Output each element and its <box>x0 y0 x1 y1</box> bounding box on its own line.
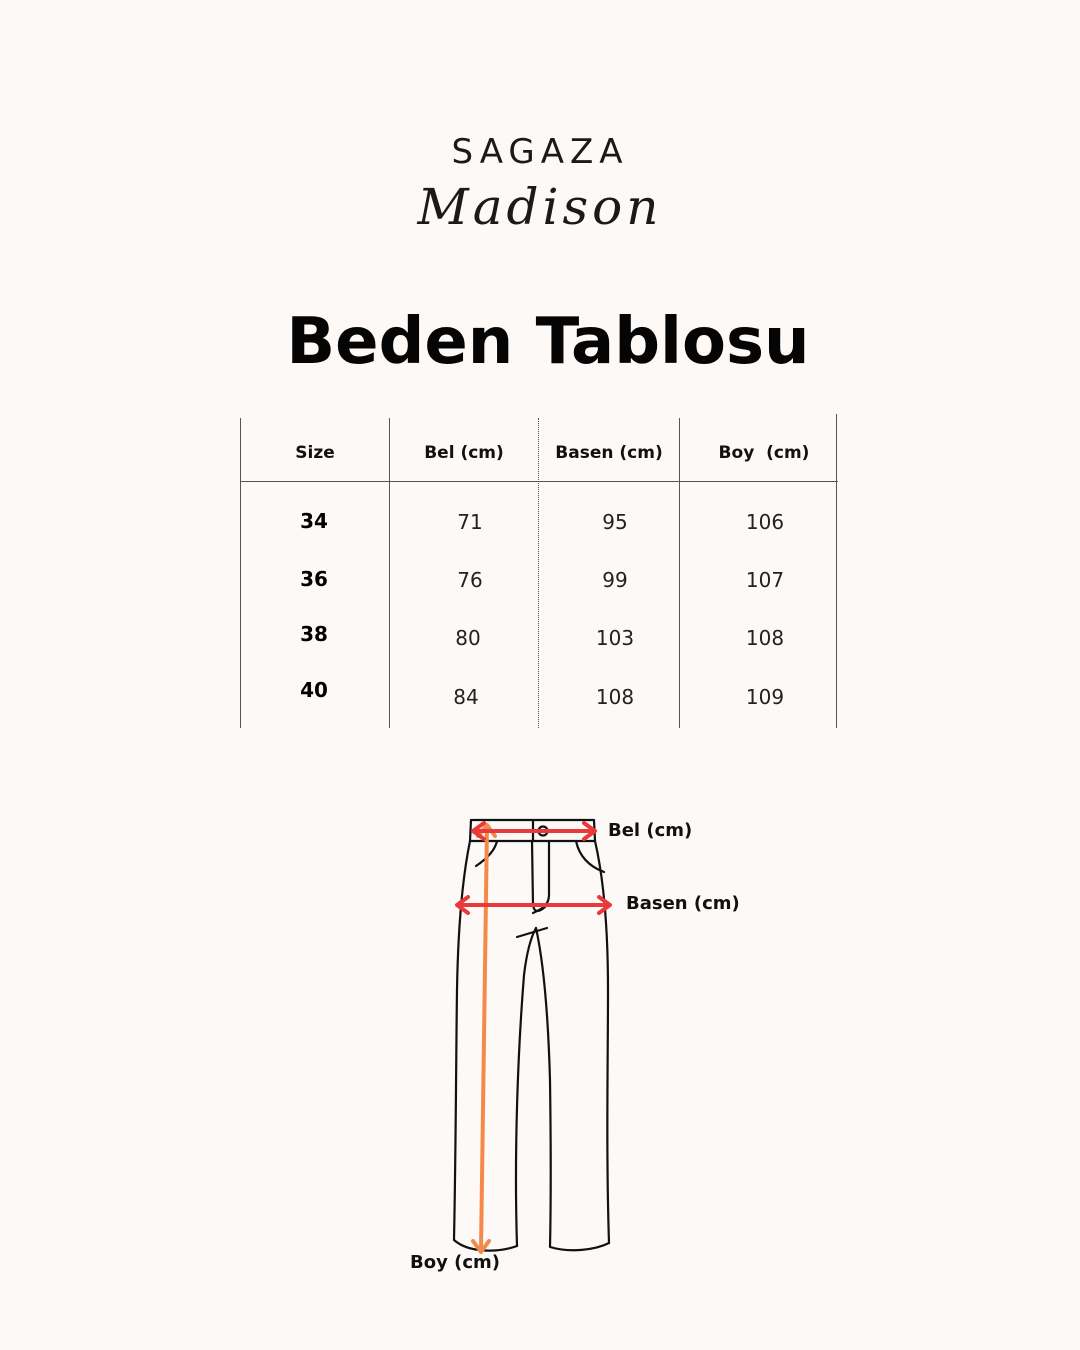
cell-hip: 95 <box>602 510 628 534</box>
cell-size: 34 <box>300 509 328 533</box>
cell-size: 38 <box>300 622 328 646</box>
trousers-outline <box>454 820 609 1251</box>
cell-length: 106 <box>745 510 785 534</box>
cell-hip: 103 <box>595 626 635 650</box>
cell-size: 40 <box>300 678 328 702</box>
header-hip: Basen (cm) <box>555 443 663 463</box>
header-waist: Bel (cm) <box>424 443 504 463</box>
cell-length: 108 <box>745 626 785 650</box>
cell-hip: 108 <box>595 685 635 709</box>
cell-waist: 71 <box>457 510 483 534</box>
hip-label: Basen (cm) <box>626 893 740 914</box>
cell-waist: 76 <box>457 568 483 592</box>
cell-waist: 80 <box>455 626 481 650</box>
cell-waist: 84 <box>453 685 479 709</box>
page-title: Beden Tablosu <box>286 305 810 379</box>
length-arrow <box>473 825 495 1252</box>
header-size: Size <box>295 443 335 463</box>
cell-size: 36 <box>300 567 328 591</box>
product-name: Madison <box>417 178 663 236</box>
header-length: Boy (cm) <box>718 443 810 463</box>
cell-length: 107 <box>745 568 785 592</box>
length-label: Boy (cm) <box>410 1252 500 1273</box>
waist-label: Bel (cm) <box>608 820 693 841</box>
brand-logo: SAGAZA <box>451 132 629 172</box>
cell-length: 109 <box>745 685 785 709</box>
cell-hip: 99 <box>602 568 628 592</box>
